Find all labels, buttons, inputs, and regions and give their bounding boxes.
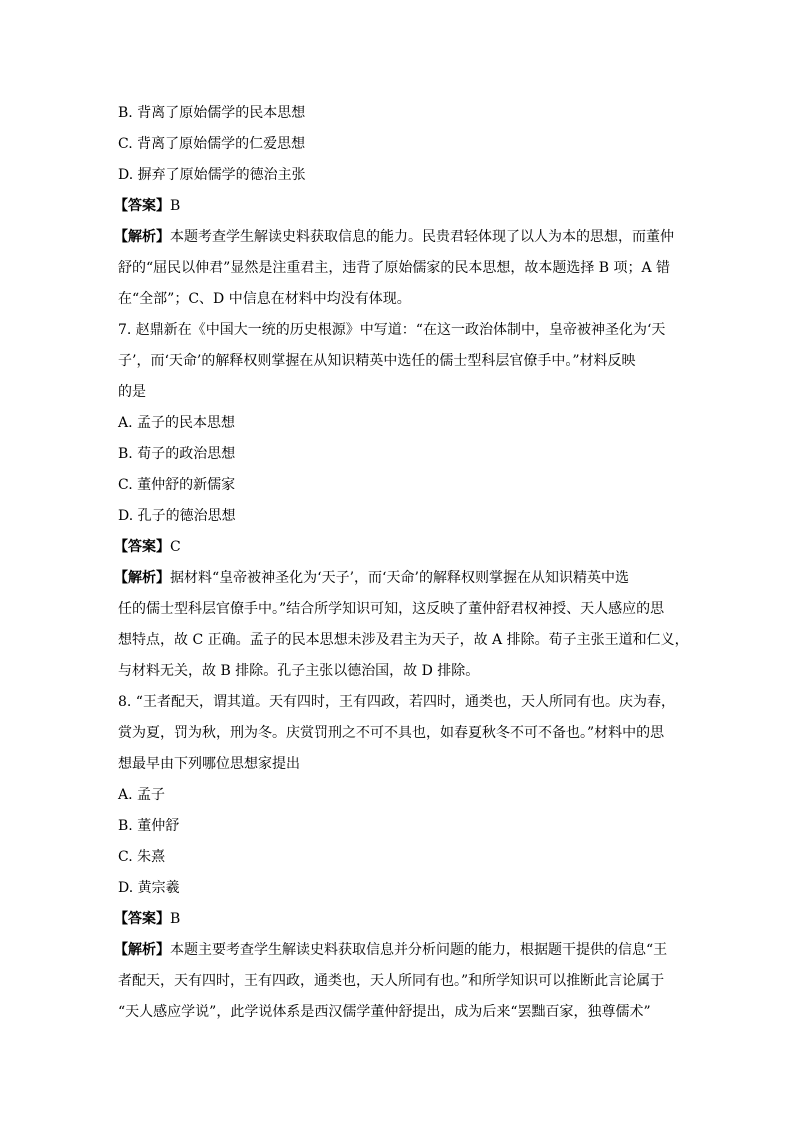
q8-option-c: C. 朱熹 [118, 849, 166, 865]
q7-analysis [114, 568, 689, 692]
analysis-line: 舒的“屈民以伸君”显然是注重君主，违背了原始儒家的民本思想，故本题选择 B 项；A 错 [118, 260, 671, 276]
q6-answer [114, 196, 180, 216]
answer-label: 【答案】 [114, 198, 170, 214]
answer-value: B [170, 198, 181, 214]
analysis-line: 任的儒士型科层官僚手中。”结合所学知识可知，这反映了董仲舒君权神授、天人感应的思 [118, 601, 665, 617]
analysis-label: 【解析】 [114, 942, 170, 958]
question-line: 7. 赵鼎新在《中国大一统的历史根源》中写道：“在这一政治体制中，皇帝被神圣化为‘天 [118, 322, 666, 338]
analysis-line: 在“全部”；C、D 中信息在材料中均没有体现。 [118, 291, 411, 307]
q7-answer [114, 537, 181, 557]
q7-option-c: C. 董仲舒的新儒家 [118, 477, 236, 493]
analysis-line: 【解析】据材料“皇帝被神圣化为‘天子’，而‘天命’的解释权则掌握在从知识精英中选 [114, 570, 629, 586]
q6-option-b: B. 背离了原始儒学的民本思想 [118, 105, 306, 121]
q6-option-d: D. 摒弃了原始儒学的德治主张 [118, 167, 306, 183]
q8-option-a: A. 孟子 [118, 787, 166, 803]
analysis-line: 【解析】本题考查学生解读史料获取信息的能力。民贵君轻体现了以人为本的思想，而董仲 [114, 229, 674, 245]
q8-analysis [114, 940, 684, 1033]
analysis-line: 【解析】本题主要考查学生解读史料获取信息并分析问题的能力，根据题干提供的信息“王 [114, 942, 668, 958]
q8-stem [118, 692, 684, 785]
q8-option-d: D. 黄宗羲 [118, 880, 180, 896]
q8-answer [114, 909, 180, 929]
analysis-line: 与材料无关，故 B 排除。孔子主张以德治国，故 D 排除。 [118, 663, 480, 679]
q6-analysis [114, 227, 684, 320]
analysis-label: 【解析】 [114, 570, 170, 586]
answer-label: 【答案】 [114, 911, 170, 927]
answer-value: C [170, 539, 181, 555]
q7-option-b: B. 荀子的政治思想 [118, 446, 236, 462]
q7-stem [118, 320, 684, 413]
q6-option-c: C. 背离了原始儒学的仁爱思想 [118, 136, 306, 152]
answer-label: 【答案】 [114, 539, 170, 555]
q8-option-b: B. 董仲舒 [118, 818, 180, 834]
answer-value: B [170, 911, 181, 927]
question-line: 赏为夏，罚为秋，刑为冬。庆赏罚刑之不可不具也，如春夏秋冬不可不备也。”材料中的思 [118, 725, 665, 741]
q7-option-a: A. 孟子的民本思想 [118, 415, 236, 431]
question-line: 想最早由下列哪位思想家提出 [118, 756, 300, 772]
analysis-line: “天人感应学说”，此学说体系是西汉儒学董仲舒提出，成为后来“罢黜百家，独尊儒术” [118, 1004, 651, 1020]
analysis-label: 【解析】 [114, 229, 170, 245]
analysis-line: 想特点，故 C 正确。孟子的民本思想未涉及君主为天子，故 A 排除。荀子主张王道和仁义， [118, 632, 689, 648]
question-line: 子’，而‘天命’的解释权则掌握在从知识精英中选任的儒士型科层官僚手中。”材料反映 [118, 353, 636, 369]
question-line: 的是 [118, 384, 146, 400]
analysis-line: 者配天，天有四时，王有四政，通类也，天人所同有也。”和所学知识可以推断此言论属于 [118, 973, 665, 989]
question-line: 8. “王者配天，谓其道。天有四时，王有四政，若四时，通类也，天人所同有也。庆为春， [118, 694, 675, 710]
q7-option-d: D. 孔子的德治思想 [118, 508, 236, 524]
